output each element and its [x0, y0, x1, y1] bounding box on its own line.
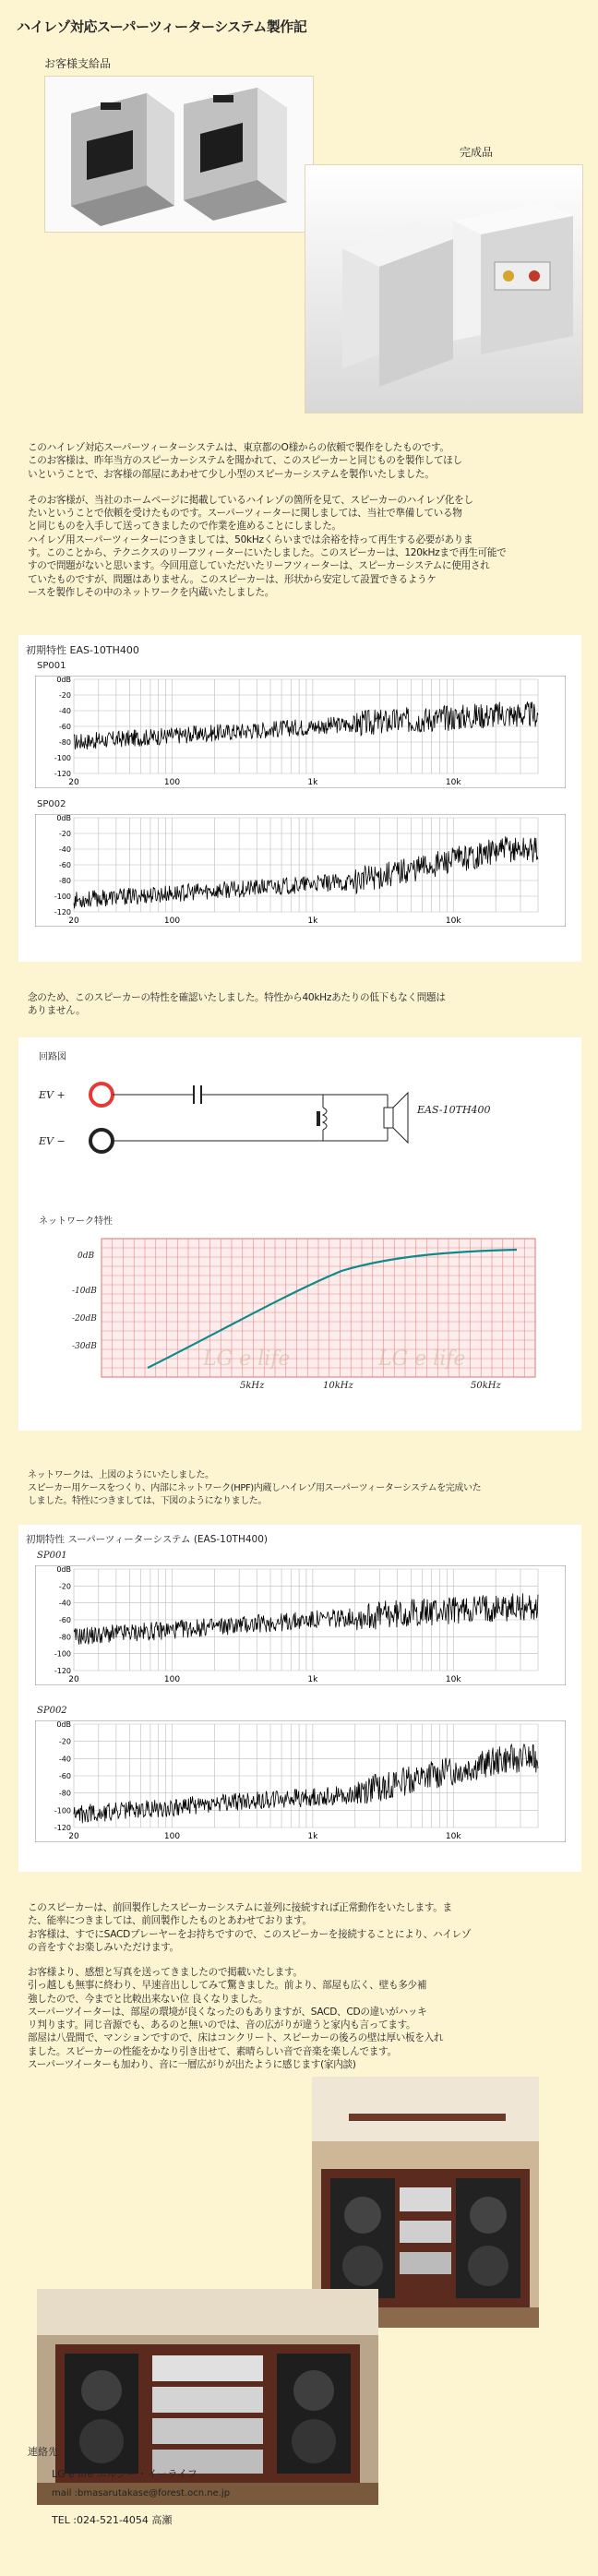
finished-photo-image	[305, 165, 582, 413]
contact-tel: TEL :024-521-4054 高瀬	[52, 2514, 173, 2526]
x-tick-label: 1k	[307, 917, 318, 926]
y-tick-label: -20	[58, 1737, 71, 1746]
y-tick-label: -120	[54, 908, 71, 917]
photo-section	[17, 41, 581, 410]
net-y3: -30dB	[72, 1342, 97, 1351]
y-tick-label: -100	[54, 1806, 71, 1815]
speaker-label: EAS-10TH400	[417, 1104, 491, 1116]
y-tick-label: -120	[54, 1824, 71, 1832]
confirm-text: 念のため、このスピーカーの特性を確認いたしました。特性から40kHzあたりの低下もなく問題は ありません。	[28, 992, 446, 1017]
y-tick-label: -60	[58, 1772, 71, 1780]
x-tick-label: 10k	[445, 917, 461, 926]
initial-sp1-label: SP001	[37, 661, 66, 671]
final-char-panel	[18, 1525, 581, 1872]
y-tick-label: -40	[58, 1755, 71, 1764]
contact-mail: mail :bmasarutakase@forest.ocn.ne.jp	[52, 2488, 231, 2498]
initial-sp2-graph	[35, 814, 566, 927]
y-tick-label: 0dB	[56, 1565, 71, 1574]
y-tick-label: -100	[54, 1649, 71, 1659]
x-tick-label: 20	[68, 778, 79, 787]
contact-box	[18, 2520, 581, 2576]
x-tick-label: 10k	[445, 778, 461, 787]
y-tick-label: -20	[58, 830, 71, 838]
y-tick-label: -20	[58, 1582, 71, 1591]
x-tick-label: 100	[163, 778, 181, 787]
x-tick-label: 1k	[307, 778, 318, 787]
intro-text	[28, 441, 581, 599]
x-tick-label: 10k	[445, 1832, 461, 1841]
plus-label: EV +	[39, 1089, 66, 1101]
initial-char-panel	[18, 635, 581, 962]
final-sp1-label: SP001	[37, 1551, 67, 1561]
y-tick-label: -20	[58, 691, 71, 700]
x-tick-label: 100	[163, 1832, 181, 1841]
net-watermark-1: LG e life	[203, 1348, 291, 1371]
review-text: お客様より、感想と写真を送ってきましたので掲載いたします。 引っ越しも無事に終わり、早速音出ししてみて驚きました。前より、部屋も広く、壁も多少補 強したので、今までと比較出来ない位 良くなりました。 スーパーツイーターは、部屋の環境が良くなったのもありますが、SACD、CDの違いがハッキ リ判ります。同じ音源でも、あるのと無いのでは、音の広がりが違うと家内も言ってます。 部屋は八畳間で、マンションですので、床はコンクリート、スピーカーの後ろの壁は厚い板を入れ ました。スピーカーの性能をかなり引き出せて、素晴らしい音で音楽を楽しんでます。 スーパーツイーターも加わり、音に一層広がりが出たように感じます(家内談)	[28, 1967, 444, 2071]
finished-photo	[305, 164, 583, 413]
intro-p2: そのお客様が、当社のホームページに掲載しているハイレゾの箇所を見て、スピーカーのハイレゾ化をし たいということで依頼を受けたものです。スーパーツィーターに関しましては、当社で準備している物 と同じものを入手して送ってきましたので作業を進めることにしました。 ハイレゾ用スーパーツィーターにつきましては、50kHzくらいまでは余裕を持って再生する必要がありま す。このことから、テクニクスのリーフツィーターにいたしました。このスピーカーは、120kHzまで再生可能で すので問題がないと思います。今回用意していただいたリーフツィーターは、スピーカーシステムに使用され ていたものですが、問題はありません。このスピーカーは、形状から安定して設置できるようケ ースを製作しその中のネットワークを内蔵いたしました。	[28, 494, 507, 598]
x-tick-label: 1k	[307, 1832, 318, 1841]
y-tick-label: -40	[58, 1599, 71, 1608]
initial-sp1-graph	[35, 676, 566, 788]
net-y1: -10dB	[72, 1287, 97, 1296]
net-y2: -20dB	[72, 1314, 97, 1324]
minus-terminal	[90, 1130, 113, 1152]
finished-caption: 完成品	[460, 146, 494, 159]
y-tick-label: -60	[58, 861, 71, 869]
final-text: このスピーカーは、前回製作したスピーカーシステムに並列に接続すれば正常動作をいたします。ま た、能率につきましては、前回製作したものとあわせております。 お客様は、すでにSACDプレーヤーをお持ちですので、このスピーカーを接続することにより、ハイレゾ の音をすぐお楽しみいただけます。	[28, 1902, 472, 1953]
y-tick-label: 0dB	[56, 814, 71, 822]
net-x2: 50kHz	[471, 1381, 501, 1391]
net-x0: 5kHz	[240, 1381, 265, 1391]
final-sp2-label: SP002	[37, 1706, 67, 1716]
supplied-photo	[44, 76, 314, 233]
x-tick-label: 20	[68, 1832, 79, 1841]
circuit-diagram	[37, 1063, 425, 1165]
y-tick-label: -100	[54, 754, 71, 762]
final-sp1-graph	[35, 1565, 566, 1685]
y-tick-label: -40	[58, 845, 71, 854]
y-tick-label: -80	[58, 1633, 71, 1642]
final-sp2-graph	[35, 1720, 566, 1842]
intro-p1: このハイレゾ対応スーパーツィーターシステムは、東京都のO様からの依頼で製作をしたものです。 このお客様は、昨年当方のスピーカーシステムを聞かれて、このスピーカーと同じものを製作してほし いということで、お客様の部屋にあわせて少し小型のスピーカーシステムを製作いたしました。	[28, 442, 462, 480]
y-tick-label: 0dB	[56, 676, 71, 684]
contact-company: LG e life エルジー・イーライフ	[52, 2468, 197, 2480]
minus-label: EV −	[39, 1135, 66, 1147]
y-tick-label: -60	[58, 723, 71, 731]
page-title: ハイレゾ対応スーパーツィーターシステム製作記	[17, 18, 307, 35]
x-tick-label: 10k	[445, 1675, 461, 1684]
network-text: ネットワークは、上図のようにいたしました。 スピーカー用ケースをつくり、内部にネットワーク(HPF)内蔵しハイレゾ用スーパーツィーターシステムを完成いた しました。特性につきましては、下図のようになりました。	[28, 1470, 482, 1506]
y-tick-label: 0dB	[56, 1720, 71, 1729]
supplied-photo-image	[45, 77, 313, 232]
plus-terminal	[90, 1084, 113, 1106]
y-tick-label: -80	[58, 738, 71, 747]
y-tick-label: -100	[54, 893, 71, 901]
x-tick-label: 1k	[307, 1675, 318, 1684]
y-tick-label: -40	[58, 707, 71, 715]
initial-sp2-label: SP002	[37, 799, 66, 809]
x-tick-label: 100	[163, 917, 181, 926]
y-tick-label: -120	[54, 1667, 71, 1675]
x-tick-label: 20	[68, 1675, 79, 1684]
y-tick-label: -80	[58, 877, 71, 885]
net-x1: 10kHz	[323, 1381, 353, 1391]
initial-char-heading: 初期特性 EAS-10TH400	[26, 644, 139, 656]
x-tick-label: 20	[68, 917, 79, 926]
circuit-heading: 回路図	[39, 1052, 66, 1062]
final-char-heading: 初期特性 スーパーツィーターシステム (EAS-10TH400)	[26, 1534, 268, 1545]
y-tick-label: -80	[58, 1789, 71, 1798]
net-y0: 0dB	[78, 1252, 95, 1261]
network-heading: ネットワーク特性	[39, 1216, 113, 1227]
circuit-panel	[18, 1037, 581, 1431]
contact-heading: 連絡先	[28, 2446, 58, 2458]
y-tick-label: -120	[54, 770, 71, 778]
y-tick-label: -60	[58, 1616, 71, 1624]
supplied-caption: お客様支給品	[44, 57, 112, 70]
x-tick-label: 100	[163, 1675, 181, 1684]
net-watermark-2: LG e life	[378, 1348, 466, 1371]
